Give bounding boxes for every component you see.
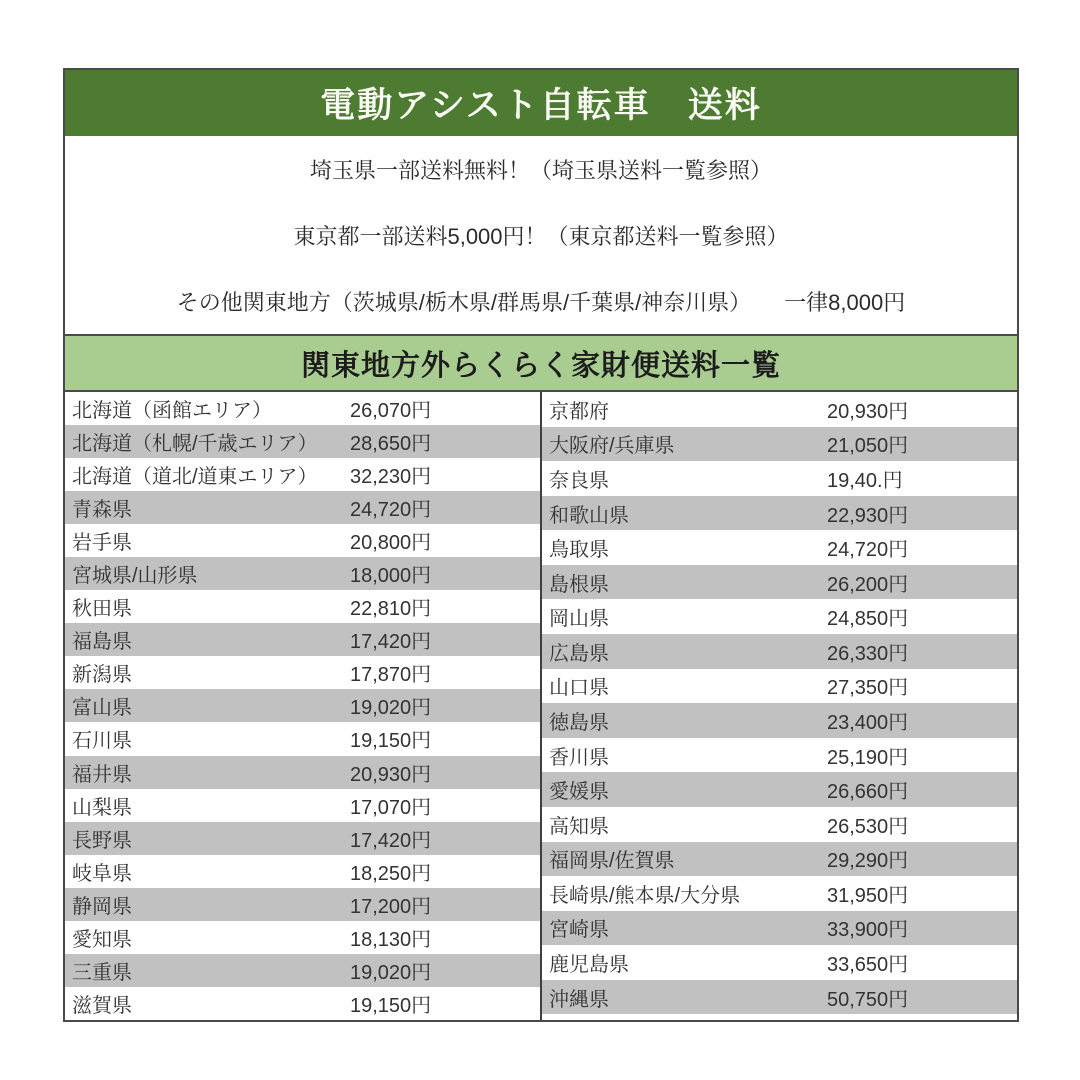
region-cell: 広島県	[549, 642, 609, 665]
table-row	[65, 987, 540, 1020]
price-cell: 20,800円	[350, 532, 432, 555]
table-row	[542, 876, 1017, 911]
price-cell: 18,000円	[350, 565, 432, 588]
price-cell: 27,350円	[827, 677, 909, 700]
region-cell: 静岡県	[72, 895, 132, 918]
price-cell: 17,870円	[350, 664, 432, 687]
table-row	[65, 590, 540, 623]
region-cell: 奈良県	[549, 469, 609, 492]
table-row	[65, 756, 540, 789]
region-cell: 福岡県/佐賀県	[549, 850, 675, 873]
region-cell: 岐阜県	[72, 862, 132, 885]
price-cell: 20,930円	[350, 763, 432, 786]
table-row	[65, 557, 540, 590]
region-cell: 鹿児島県	[549, 954, 629, 977]
table-row	[65, 689, 540, 722]
table-row	[65, 954, 540, 987]
region-cell: 長崎県/熊本県/大分県	[549, 884, 741, 907]
region-cell: 愛媛県	[549, 781, 609, 804]
region-cell: 山口県	[549, 677, 609, 700]
shipping-table	[65, 392, 1017, 1020]
region-cell: 福井県	[72, 763, 132, 786]
region-cell: 岡山県	[549, 608, 609, 631]
region-cell: 鳥取県	[549, 539, 609, 562]
table-row	[542, 530, 1017, 565]
table-row	[65, 921, 540, 954]
price-cell: 17,200円	[350, 895, 432, 918]
price-cell: 19,020円	[350, 697, 432, 720]
price-cell: 17,420円	[350, 829, 432, 852]
region-cell: 沖縄県	[549, 988, 609, 1011]
region-cell: 三重県	[72, 961, 132, 984]
region-cell: 滋賀県	[72, 994, 132, 1017]
price-cell: 19,150円	[350, 730, 432, 753]
table-row	[65, 524, 540, 557]
price-cell: 20,930円	[827, 400, 909, 423]
region-cell: 青森県	[72, 499, 132, 522]
table-row	[65, 789, 540, 822]
table-row	[542, 427, 1017, 462]
region-cell: 新潟県	[72, 664, 132, 687]
shipping-info-panel	[63, 68, 1019, 1022]
table-row	[542, 738, 1017, 773]
price-cell: 19,150円	[350, 994, 432, 1017]
price-cell: 24,720円	[350, 499, 432, 522]
table-row	[542, 1014, 1017, 1020]
price-cell: 22,810円	[350, 598, 432, 621]
region-cell: 長野県	[72, 829, 132, 852]
region-cell: 京都府	[549, 400, 609, 423]
price-cell: 50,750円	[827, 988, 909, 1011]
table-row	[65, 855, 540, 888]
price-cell: 26,530円	[827, 815, 909, 838]
region-cell: 石川県	[72, 730, 132, 753]
table-row	[65, 623, 540, 656]
price-cell: 26,330円	[827, 642, 909, 665]
region-cell: 香川県	[549, 746, 609, 769]
table-row	[542, 703, 1017, 738]
table-row	[542, 807, 1017, 842]
price-cell: 24,850円	[827, 608, 909, 631]
price-cell: 18,130円	[350, 928, 432, 951]
table-row	[542, 772, 1017, 807]
price-cell: 17,420円	[350, 631, 432, 654]
price-cell: 29,290円	[827, 850, 909, 873]
region-cell: 岩手県	[72, 532, 132, 555]
table-row	[65, 458, 540, 491]
price-cell: 26,070円	[350, 400, 432, 423]
table-row	[542, 842, 1017, 877]
table-column-right	[542, 392, 1017, 1020]
price-cell: 23,400円	[827, 711, 909, 734]
region-cell: 福島県	[72, 631, 132, 654]
price-cell: 25,190円	[827, 746, 909, 769]
table-row	[542, 634, 1017, 669]
price-cell: 18,250円	[350, 862, 432, 885]
note-saitama: 埼玉県一部送料無料！（埼玉県送料一覧参照）	[309, 157, 772, 183]
price-cell: 28,650円	[350, 433, 432, 456]
region-cell: 島根県	[549, 573, 609, 596]
region-cell: 宮城県/山形県	[72, 565, 198, 588]
table-row	[542, 669, 1017, 704]
page-title: 電動アシスト自転車 送料	[65, 70, 1017, 136]
price-cell: 17,070円	[350, 796, 432, 819]
price-cell: 19,020円	[350, 961, 432, 984]
price-cell: 33,900円	[827, 919, 909, 942]
table-row	[542, 461, 1017, 496]
region-cell: 北海道（道北/道東エリア）	[72, 466, 318, 489]
region-cell: 徳島県	[549, 711, 609, 734]
price-cell: 22,930円	[827, 504, 909, 527]
price-cell: 31,950円	[827, 884, 909, 907]
region-cell: 富山県	[72, 697, 132, 720]
region-cell: 北海道（札幌/千歳エリア）	[72, 433, 318, 456]
note-other-kanto: その他関東地方（茨城県/栃木県/群馬県/千葉県/神奈川県） 一律8,000円	[176, 289, 906, 315]
table-row	[65, 722, 540, 755]
price-cell: 32,230円	[350, 466, 432, 489]
notes-section	[65, 136, 1017, 334]
region-cell: 高知県	[549, 815, 609, 838]
table-row	[542, 945, 1017, 980]
region-cell: 愛知県	[72, 928, 132, 951]
region-cell: 北海道（函館エリア）	[72, 400, 272, 423]
table-row	[542, 911, 1017, 946]
price-cell: 21,050円	[827, 435, 909, 458]
table-row	[65, 491, 540, 524]
region-cell: 和歌山県	[549, 504, 629, 527]
table-row	[65, 425, 540, 458]
table-title: 関東地方外らくらく家財便送料一覧	[65, 334, 1017, 392]
note-tokyo: 東京都一部送料5,000円！（東京都送料一覧参照）	[293, 223, 789, 249]
price-cell: 26,660円	[827, 781, 909, 804]
table-row	[542, 599, 1017, 634]
region-cell: 大阪府/兵庫県	[549, 435, 675, 458]
table-row	[65, 888, 540, 921]
table-row	[542, 980, 1017, 1015]
table-column-left	[65, 392, 542, 1020]
region-cell: 山梨県	[72, 796, 132, 819]
region-cell: 秋田県	[72, 598, 132, 621]
region-cell: 宮崎県	[549, 919, 609, 942]
table-row	[65, 392, 540, 425]
table-row	[542, 392, 1017, 427]
table-row	[65, 822, 540, 855]
table-row	[542, 496, 1017, 531]
price-cell: 26,200円	[827, 573, 909, 596]
table-row	[65, 656, 540, 689]
price-cell: 19,40.円	[827, 469, 903, 492]
table-row	[542, 565, 1017, 600]
price-cell: 24,720円	[827, 539, 909, 562]
price-cell: 33,650円	[827, 954, 909, 977]
